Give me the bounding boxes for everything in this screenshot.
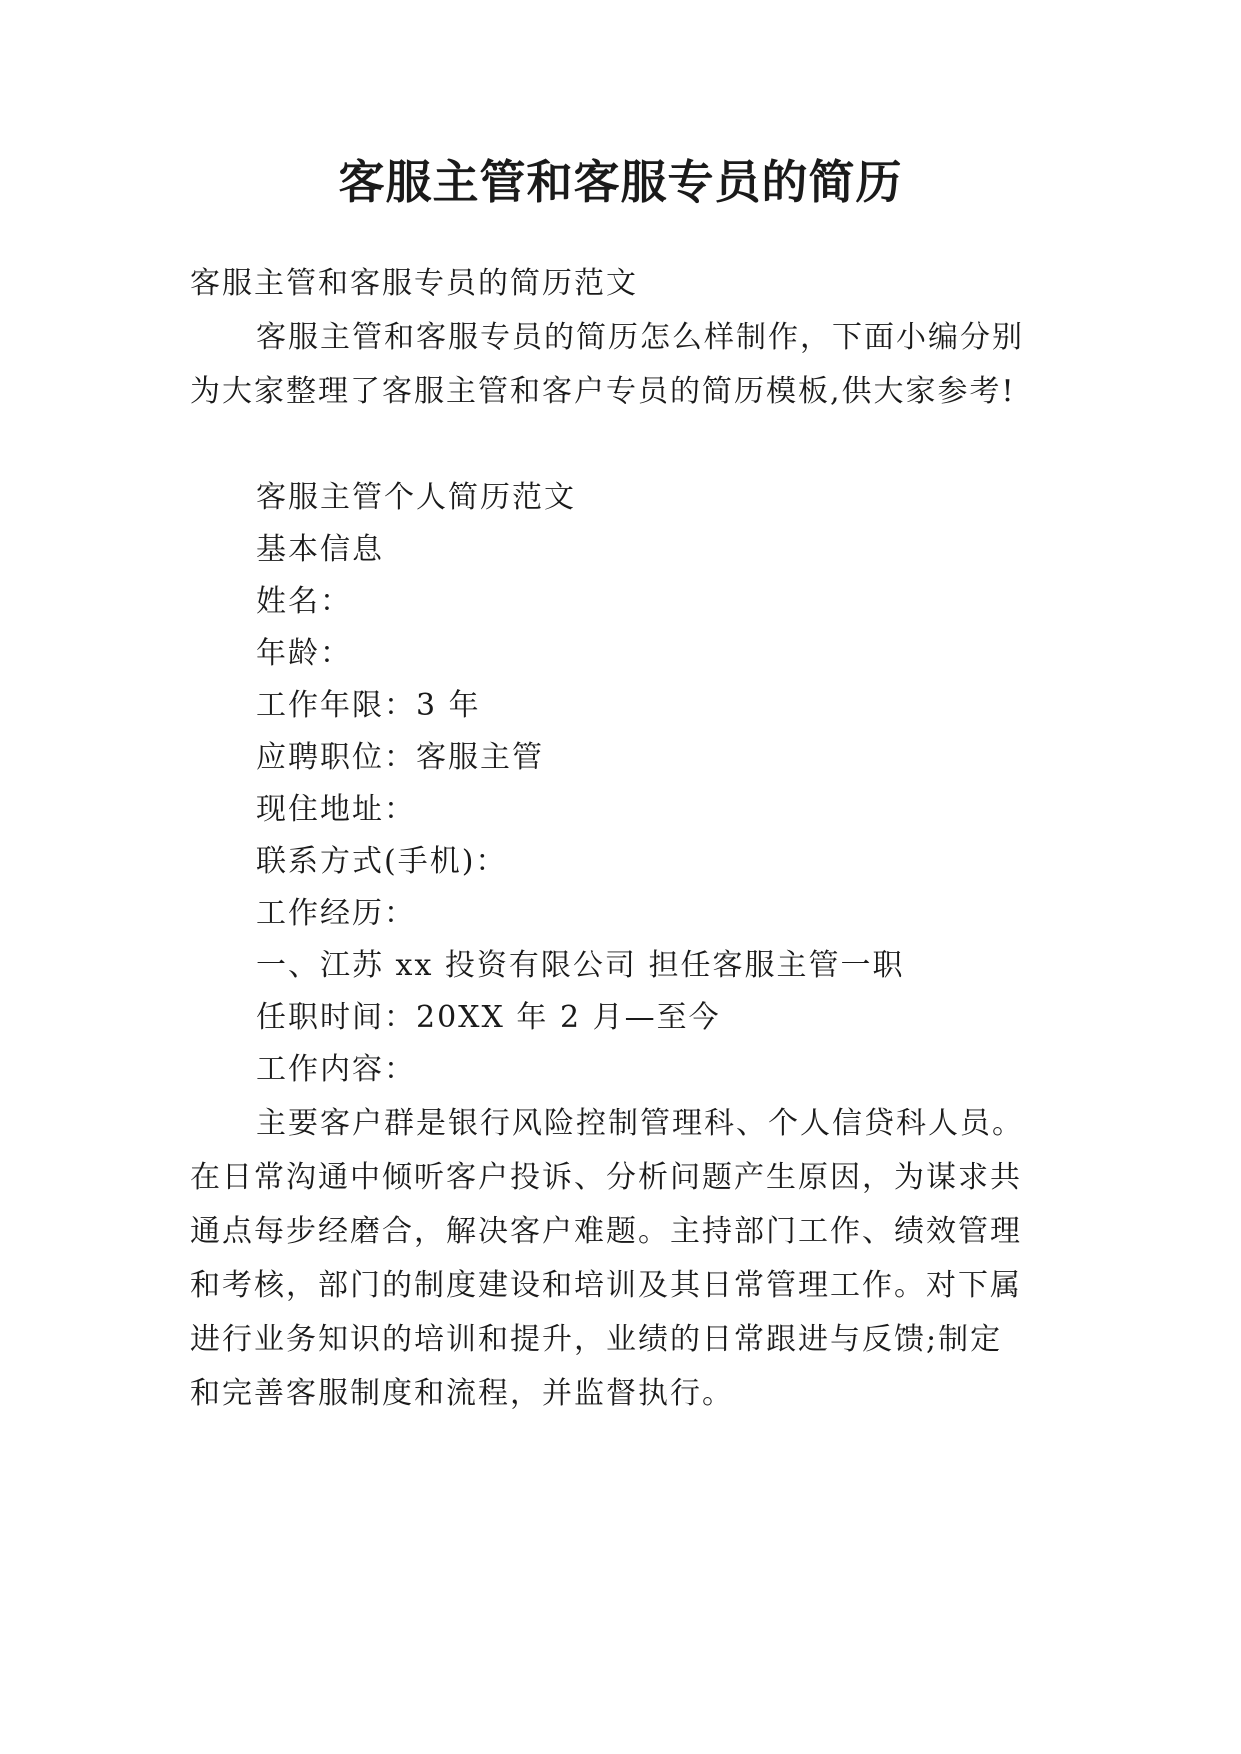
content-line-5: 进行业务知识的培训和提升，业绩的日常跟进与反馈;制定 — [190, 1322, 1003, 1357]
address-field: 现住地址： — [256, 792, 416, 827]
basic-info-heading: 基本信息 — [256, 532, 384, 567]
document-title: 客服主管和客服专员的简历 — [338, 155, 903, 209]
content-line-6: 和完善客服制度和流程，并监督执行。 — [190, 1376, 734, 1411]
content-line-3: 通点每步经磨合，解决客户难题。主持部门工作、绩效管理 — [190, 1214, 1022, 1249]
name-field: 姓名： — [256, 584, 352, 619]
age-field: 年龄： — [256, 636, 352, 671]
job-1-time: 任职时间：20XX 年 2 月—至今 — [256, 1000, 721, 1035]
position-field: 应聘职位：客服主管 — [256, 740, 544, 775]
content-line-2: 在日常沟通中倾听客户投诉、分析问题产生原因，为谋求共 — [190, 1160, 1022, 1195]
contact-field: 联系方式(手机)： — [256, 844, 508, 879]
content-line-1: 主要客户群是银行风险控制管理科、个人信贷科人员。 — [256, 1106, 1024, 1141]
intro-line-2: 为大家整理了客服主管和客户专员的简历模板,供大家参考! — [190, 374, 1016, 409]
job-1-title: 一、江苏 xx 投资有限公司 担任客服主管一职 — [256, 948, 905, 983]
content-line-4: 和考核，部门的制度建设和培训及其日常管理工作。对下属 — [190, 1268, 1022, 1303]
section-title: 客服主管个人简历范文 — [256, 480, 576, 515]
job-1-content-label: 工作内容： — [256, 1052, 416, 1087]
work-years-field: 工作年限：3 年 — [256, 688, 481, 723]
experience-heading: 工作经历： — [256, 896, 416, 931]
subtitle: 客服主管和客服专员的简历范文 — [190, 266, 638, 301]
intro-line-1: 客服主管和客服专员的简历怎么样制作，下面小编分别 — [256, 320, 1024, 355]
